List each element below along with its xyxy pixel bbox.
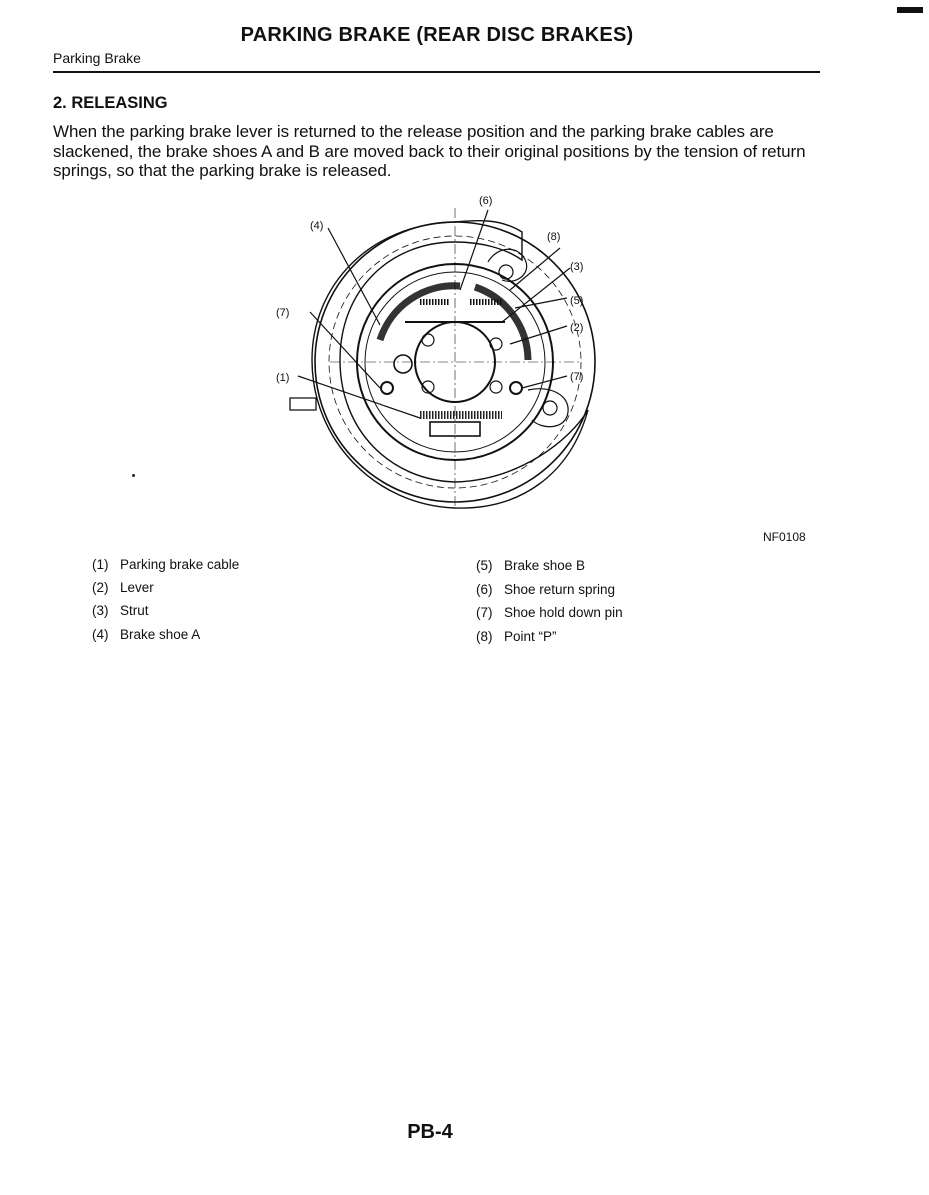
- small-hole: [394, 355, 412, 373]
- leader-line: [522, 376, 567, 388]
- hold-down-pin-right: [510, 382, 522, 394]
- page-speck: [132, 474, 135, 477]
- callout-7-left: (7): [276, 307, 290, 319]
- callout-6: (6): [479, 195, 493, 207]
- callout-5: (5): [570, 295, 584, 307]
- hold-down-pin-left: [381, 382, 393, 394]
- caliper-hole-top: [499, 265, 513, 279]
- figure-code: NF0108: [763, 530, 806, 544]
- callout-7-right: (7): [570, 371, 584, 383]
- brake-shoe-b: [475, 287, 528, 360]
- parking-brake-cable: [290, 398, 316, 410]
- callout-2: (2): [570, 322, 584, 334]
- legend-item: (5) Brake shoe B: [476, 558, 586, 573]
- legend-item: (4) Brake shoe A: [92, 627, 201, 642]
- legend-item: (1) Parking brake cable: [92, 557, 240, 572]
- leader-line: [510, 248, 560, 290]
- brake-diagram: [270, 190, 600, 520]
- legend-item: (3) Strut: [92, 603, 149, 618]
- brake-shoe-a: [380, 286, 460, 340]
- legend-item: (7) Shoe hold down pin: [476, 605, 623, 620]
- legend-item: (2) Lever: [92, 580, 154, 595]
- hub-bolt: [490, 381, 502, 393]
- body-paragraph: When the parking brake lever is returned to the release position and the parking brake cables are slackened, the brake shoes A and B are moved back to their original positions by the tension of return springs, so that the parking brake is released.: [53, 122, 806, 180]
- legend-item: (6) Shoe return spring: [476, 582, 616, 597]
- page-number: PB-4: [407, 1121, 453, 1143]
- section-heading: 2. RELEASING: [53, 94, 168, 112]
- callout-3: (3): [570, 261, 584, 273]
- corner-mark: [897, 7, 923, 13]
- section-label: Parking Brake: [53, 50, 141, 66]
- callout-4: (4): [310, 220, 324, 232]
- header-rule: [53, 71, 820, 73]
- callout-1: (1): [276, 372, 290, 384]
- page-title: PARKING BRAKE (REAR DISC BRAKES): [240, 24, 634, 46]
- caliper-hole-bottom: [543, 401, 557, 415]
- hub-bolt: [422, 334, 434, 346]
- legend-item: (8) Point “P”: [476, 629, 557, 644]
- callout-8: (8): [547, 231, 561, 243]
